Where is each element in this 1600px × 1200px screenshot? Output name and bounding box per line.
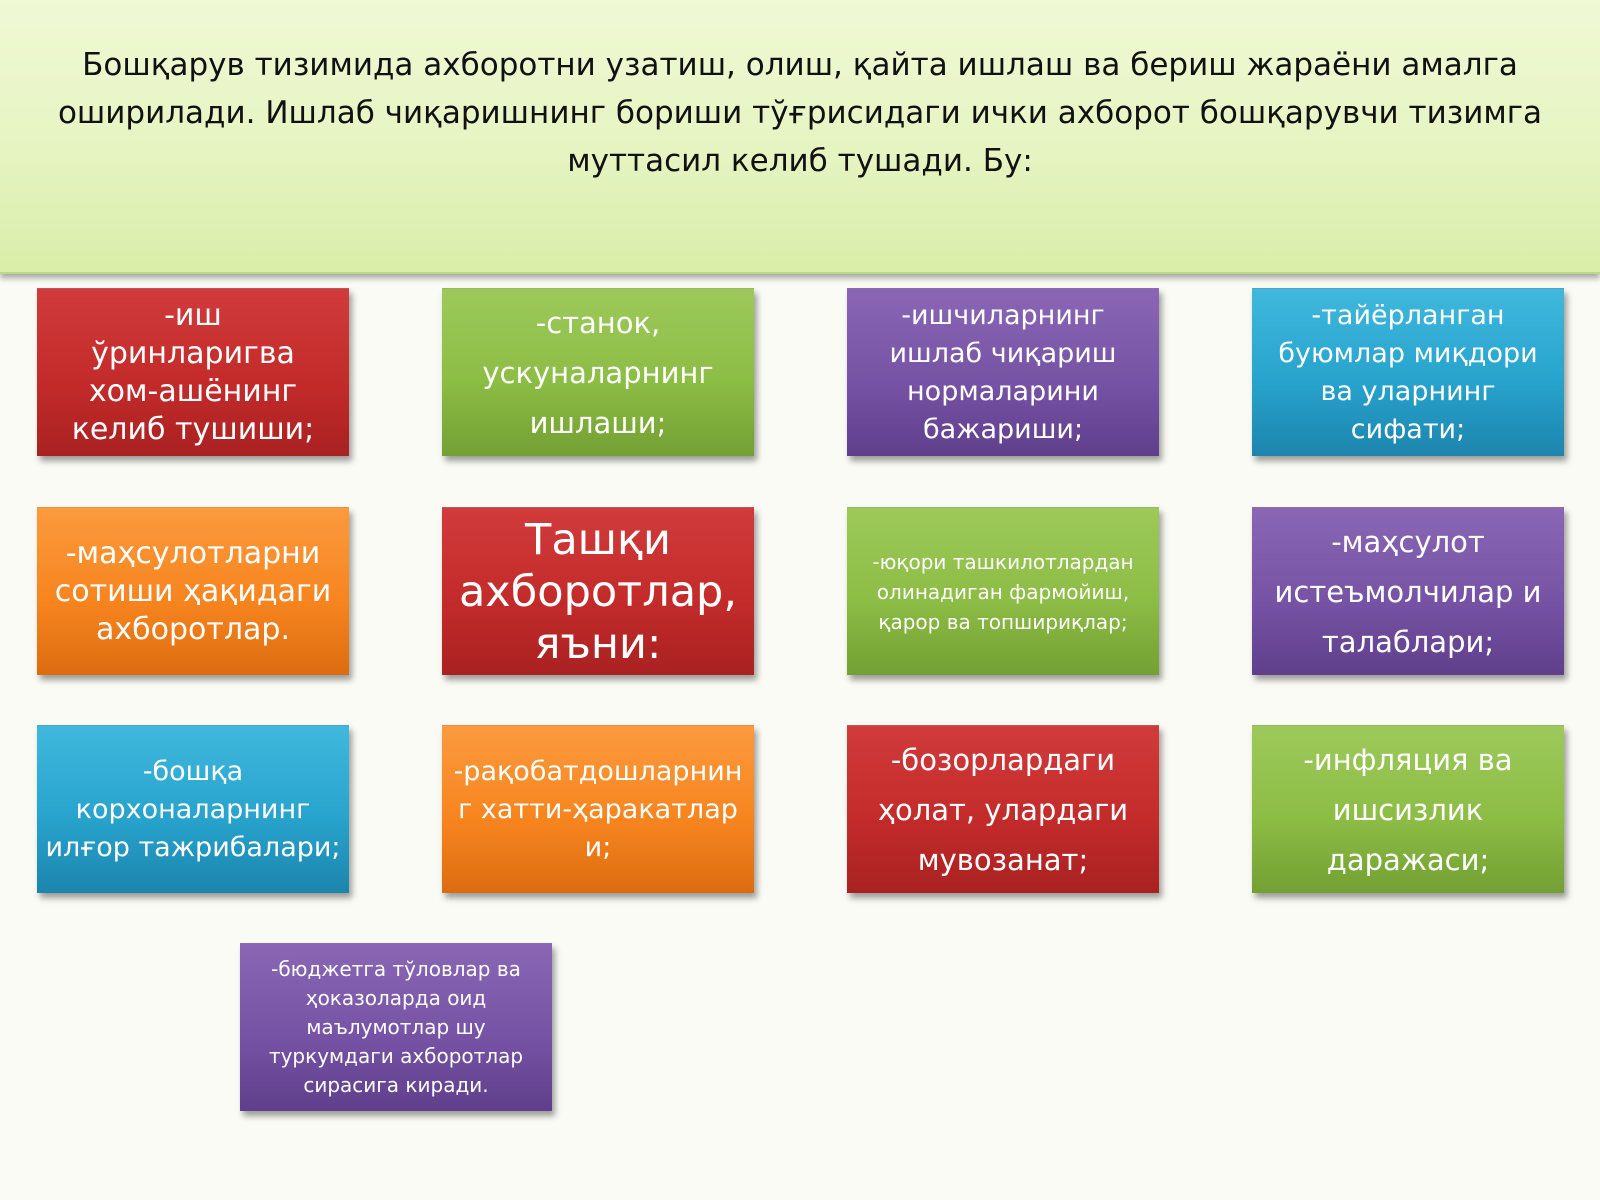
box-worker-norms bbox=[847, 288, 1159, 456]
header-banner bbox=[0, 0, 1600, 274]
box-higher-orders bbox=[847, 507, 1159, 675]
box-worker-norms-text: -ишчиларнинг ишлаб чиқариш нормаларини бажариши; bbox=[889, 299, 1117, 445]
box-competitors-text: -рақобатдошларнинг хатти-ҳаракатлари; bbox=[453, 755, 743, 863]
box-higher-orders-text: -юқори ташкилотлардан олинадиган фармойиш, қарор ва топшириқлар; bbox=[872, 549, 1134, 634]
box-raw-materials bbox=[37, 288, 349, 456]
header-text: Бошқарув тизимида ахборотни узатиш, олиш, қайта ишлаш ва бериш жараёни амалга оширилади. Ишлаб чиқаришнинг бориши тўғрисидаги ички ахборот бошқарувчи тизимга муттасил келиб тушади. Бу: bbox=[57, 47, 1543, 179]
box-external-info-text: Ташқи ахборотлар, яъни: bbox=[458, 514, 738, 669]
box-raw-materials-text: -иш ўринларигва хом-ашёнинг келиб тушиши; bbox=[71, 297, 315, 447]
box-consumer-demands-text: -маҳсулот истеъмолчилар и талаблари; bbox=[1274, 524, 1542, 659]
box-market-state-text: -бозорлардаги ҳолат, улардаги мувозанат; bbox=[877, 742, 1129, 877]
box-sales-info bbox=[37, 507, 349, 675]
box-external-info bbox=[442, 507, 754, 675]
box-inflation bbox=[1252, 725, 1564, 893]
box-competitors bbox=[442, 725, 754, 893]
box-best-practices bbox=[37, 725, 349, 893]
box-finished-goods bbox=[1252, 288, 1564, 456]
box-budget-payments-text: -бюджетга тўловлар ва ҳоказоларда оид маълумотлар шу туркумдаги ахборотлар сирасига киради. bbox=[268, 957, 524, 1097]
box-budget-payments bbox=[240, 943, 552, 1111]
box-equipment bbox=[442, 288, 754, 456]
box-best-practices-text: -бошқа корхоналарнинг илғор тажрибалари; bbox=[45, 755, 341, 863]
box-inflation-text: -инфляция ва ишсизлик даражаси; bbox=[1303, 742, 1513, 877]
box-equipment-text: -станок, ускуналарнинг ишлаши; bbox=[482, 305, 714, 440]
box-finished-goods-text: -тайёрланган буюмлар миқдори ва уларнинг сифати; bbox=[1278, 299, 1538, 445]
box-consumer-demands bbox=[1252, 507, 1564, 675]
box-sales-info-text: -маҳсулотларни сотиши ҳақидаги ахборотлар. bbox=[54, 535, 332, 647]
box-market-state bbox=[847, 725, 1159, 893]
